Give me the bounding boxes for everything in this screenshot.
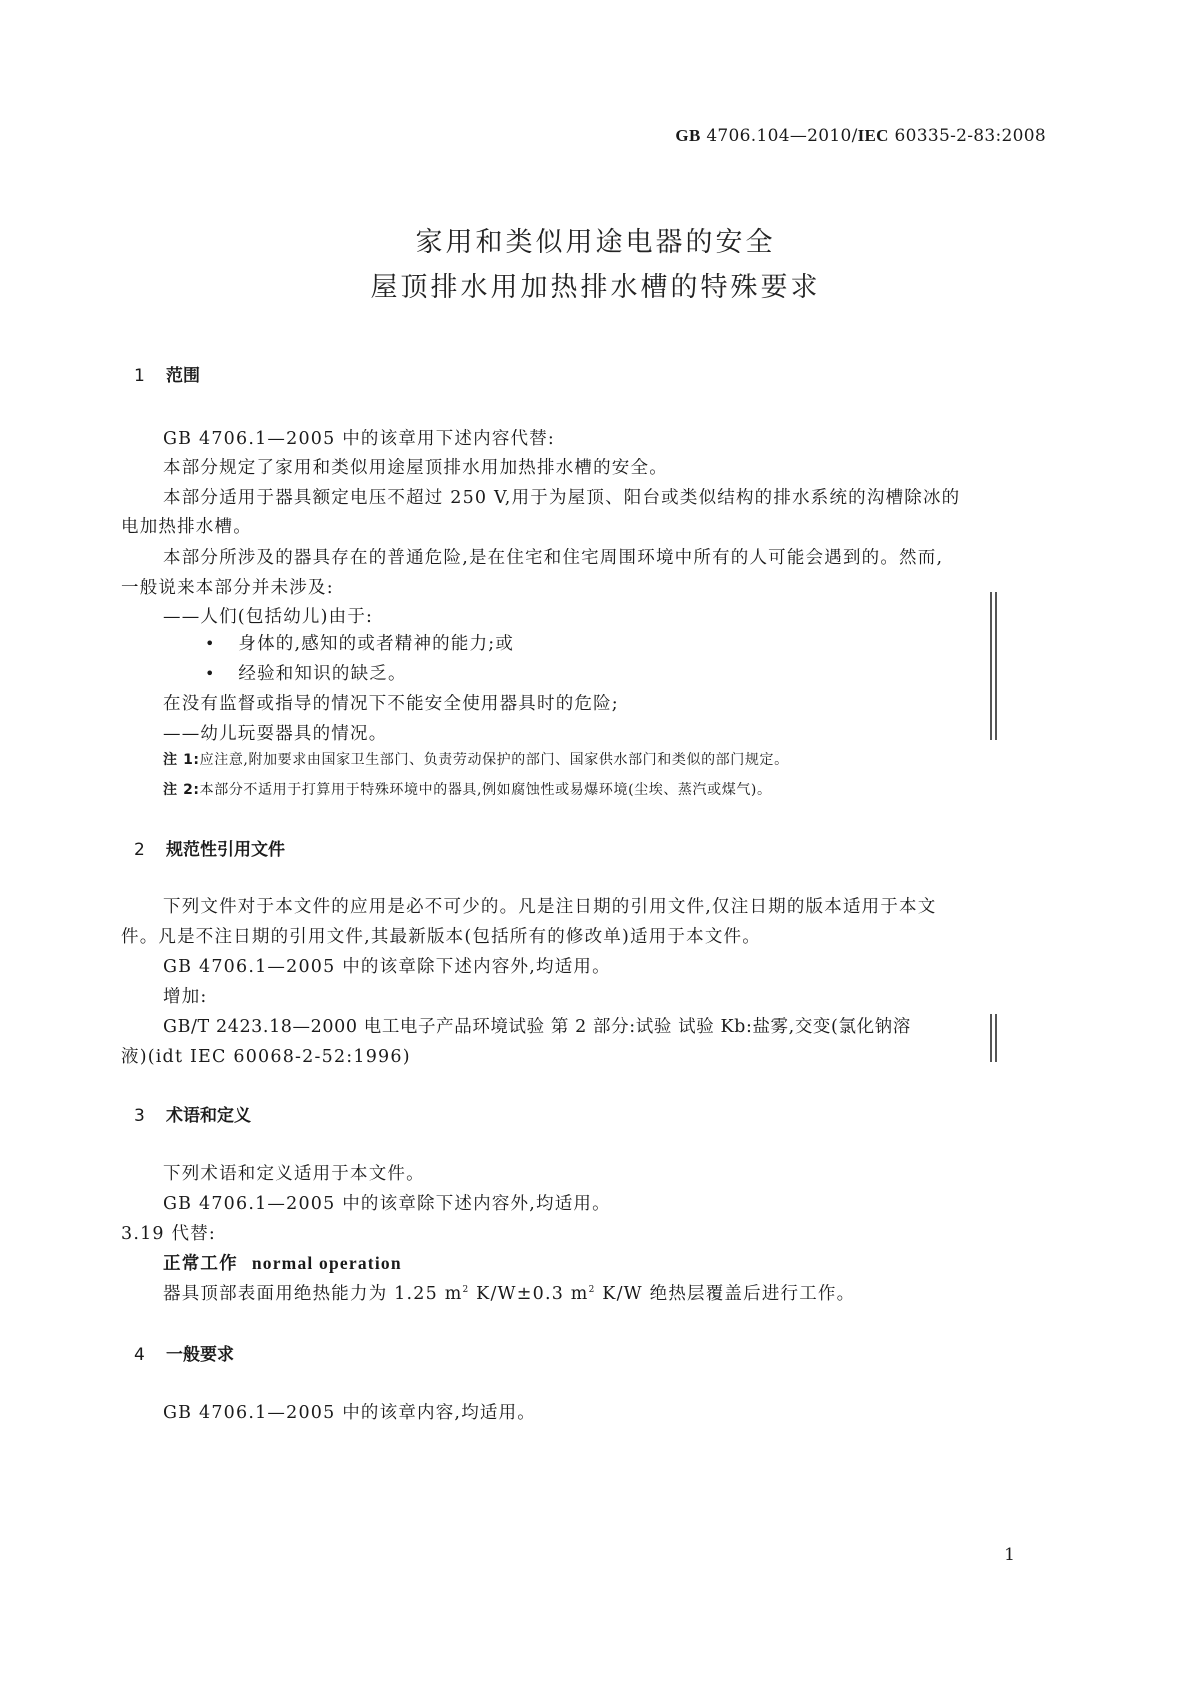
note-text: 本部分不适用于打算用于特殊环境中的器具,例如腐蚀性或易爆环境(尘埃、蒸汽或煤气)。	[199, 782, 772, 798]
definition-part: 器具顶部表面用绝热能力为 1.25 m	[163, 1284, 463, 1304]
note-text: 应注意,附加要求由国家卫生部门、负责劳动保护的部门、国家供水部门和类似的部门规定。	[199, 752, 789, 768]
definition-part: K/W±0.3 m	[469, 1284, 589, 1304]
page-number: 1	[1004, 1545, 1015, 1565]
paragraph: 下列文件对于本文件的应用是必不可少的。凡是注日期的引用文件,仅注日期的版本适用于本文	[163, 897, 937, 917]
paragraph: 本部分所涉及的器具存在的普通危险,是在住宅和住宅周围环境中所有的人可能会遇到的。然而,	[163, 548, 944, 568]
note-label: 注 2:	[163, 782, 200, 798]
bullet-item	[205, 660, 407, 685]
section-title: 规范性引用文件	[166, 840, 285, 860]
bullet-dot-icon: •	[205, 634, 216, 653]
definition-part: K/W 绝热层覆盖后进行工作。	[595, 1284, 856, 1304]
superscript: 2	[462, 1285, 470, 1296]
std-number: 4706.104—2010/	[706, 126, 858, 146]
iec-number: 60335-2-83:2008	[894, 126, 1046, 146]
standard-code-header	[675, 126, 1046, 146]
section-number: 4	[134, 1345, 145, 1365]
bullet-text: 身体的,感知的或者精神的能力;或	[238, 634, 515, 654]
paragraph: 本部分规定了家用和类似用途屋顶排水用加热排水槽的安全。	[163, 458, 668, 478]
paragraph: 下列术语和定义适用于本文件。	[163, 1164, 425, 1184]
section-2-heading	[134, 835, 285, 860]
section-number: 1	[134, 366, 145, 386]
bullet-text: 经验和知识的缺乏。	[238, 664, 407, 684]
reference-entry-continued: 液)(idt IEC 60068-2-52:1996)	[121, 1047, 411, 1067]
section-4-heading	[134, 1340, 234, 1365]
term-english: normal operation	[251, 1253, 402, 1273]
reference-entry: GB/T 2423.18—2000 电工电子产品环境试验 第 2 部分:试验 试验 Kb:盐雾,交变(氯化钠溶	[163, 1017, 911, 1037]
section-number: 2	[134, 840, 145, 860]
change-bar	[990, 592, 992, 740]
term-chinese: 正常工作	[163, 1254, 238, 1274]
superscript: 2	[588, 1285, 596, 1296]
dash-item: ——幼儿玩耍器具的情况。	[163, 724, 388, 744]
section-title: 一般要求	[166, 1345, 234, 1365]
section-number: 3	[134, 1106, 145, 1126]
clause-3-19: 3.19 代替:	[121, 1224, 217, 1244]
term-definition	[163, 1280, 855, 1305]
paragraph: GB 4706.1—2005 中的该章用下述内容代替:	[163, 429, 556, 449]
change-bar	[995, 1014, 997, 1062]
section-1-heading	[134, 361, 200, 386]
note-label: 注 1:	[163, 752, 200, 768]
paragraph: 本部分适用于器具额定电压不超过 250 V,用于为屋顶、阳台或类似结构的排水系统的沟槽除冰的	[163, 488, 961, 508]
iec-label: IEC	[857, 126, 889, 145]
paragraph: GB 4706.1—2005 中的该章内容,均适用。	[163, 1403, 536, 1423]
section-title: 范围	[166, 366, 200, 386]
paragraph-continued: 件。凡是不注日期的引用文件,其最新版本(包括所有的修改单)适用于本文件。	[121, 927, 761, 947]
section-title: 术语和定义	[166, 1106, 251, 1126]
paragraph-continued: 电加热排水槽。	[121, 517, 252, 537]
change-bar	[990, 1014, 992, 1062]
note-1	[163, 749, 789, 769]
paragraph: 增加:	[163, 987, 208, 1007]
change-bar	[995, 592, 997, 740]
paragraph-continued: 一般说来本部分并未涉及:	[121, 578, 334, 598]
std-code: GB	[675, 126, 701, 145]
paragraph: GB 4706.1—2005 中的该章除下述内容外,均适用。	[163, 1194, 611, 1214]
note-2	[163, 779, 772, 799]
bullet-item	[205, 630, 514, 655]
term-heading	[163, 1250, 402, 1275]
doc-title-line1: 家用和类似用途电器的安全	[415, 227, 776, 258]
paragraph: 在没有监督或指导的情况下不能安全使用器具时的危险;	[163, 694, 619, 714]
section-3-heading	[134, 1101, 251, 1126]
paragraph: GB 4706.1—2005 中的该章除下述内容外,均适用。	[163, 957, 611, 977]
bullet-dot-icon: •	[205, 664, 216, 683]
dash-item: ——人们(包括幼儿)由于:	[163, 607, 374, 627]
doc-title-line2: 屋顶排水用加热排水槽的特殊要求	[370, 272, 821, 303]
